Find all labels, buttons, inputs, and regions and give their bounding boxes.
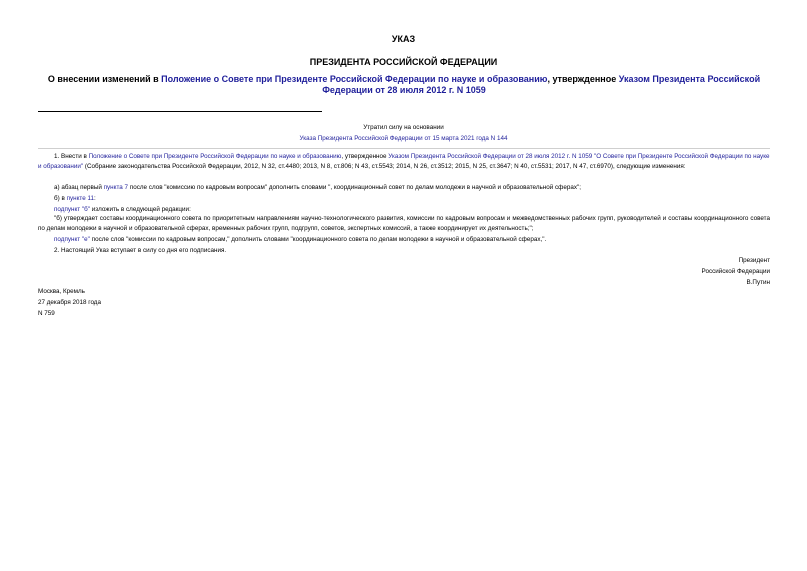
- title-divider: [38, 111, 322, 112]
- p1-mid: , утвержденное: [341, 153, 389, 160]
- status-note-link[interactable]: Указа Президента Российской Федерации от 15 марта 2021 года N 144: [299, 135, 508, 142]
- signing-date: 27 декабря 2018 года: [38, 299, 101, 306]
- pa-suffix: после слов "комиссию по кадровым вопросам" дополнить словами ", координационный совет по делам молодежи в научной и образовательной сферах";: [128, 184, 582, 191]
- pe-suffix: после слов "комиссии по кадровым вопросам," дополнить словами "координационного совета по делам молодежи в научной и образовательной сферах,".: [89, 236, 547, 243]
- paragraph-b: [38, 194, 770, 204]
- body-divider: [38, 148, 770, 149]
- signature-name: В.Путин: [746, 279, 770, 286]
- paragraph-1: [38, 152, 770, 171]
- signature-role-1: Президент: [738, 257, 770, 264]
- subject-link-regulation[interactable]: Положение о Совете при Президенте Российской Федерации по науке и образованию: [161, 74, 548, 84]
- paragraph-e: [38, 235, 770, 245]
- quoted-text: "б) утверждает составы координационного совета по приоритетным направлениям научно-технологического развития, комиссии по кадровым вопросам и межведомственных рабочих групп, руководителей и составы координационного совета по делам молодежи в научной и образовательной сферах, временных рабочих групп, подгрупп, советов, экспертных комиссий, а также координирует их деятельность;";: [38, 215, 770, 232]
- p1-link-regulation[interactable]: Положение о Совете при Президенте Российской Федерации по науке и образованию: [88, 153, 342, 160]
- signature-role-2: Российской Федерации: [701, 268, 770, 275]
- p1-suffix: (Собрание законодательства Российской Федерации, 2012, N 32, ст.4480; 2013, N 8, ст.806; N 43, ст.5543; 2014, N 26, ст.3512; 2015, N 25, ст.3647; N 40, ст.5531; 2017, N 47, ст.6970), следующие изменения:: [83, 162, 686, 170]
- paragraph-a: [38, 183, 770, 193]
- p1-link-decree[interactable]: Указом Президента Российской Федерации от 28 июля 2012 г. N 1059: [388, 153, 593, 160]
- document-subject: [46, 74, 762, 96]
- pb1-suffix: изложить в следующей редакции:: [90, 206, 191, 213]
- document-issuer: ПРЕЗИДЕНТА РОССИЙСКОЙ ФЕДЕРАЦИИ: [309, 57, 498, 67]
- p1-prefix: 1. Внести в: [54, 153, 89, 160]
- document-title: УКАЗ: [391, 34, 416, 44]
- subject-link-decree[interactable]: Указом Президента Российской Федерации от 28 июля 2012 г. N 1059: [322, 74, 761, 95]
- pb-suffix: :: [94, 195, 96, 202]
- subject-mid: , утвержденное: [547, 74, 619, 84]
- pb-link-item11[interactable]: пункте 11: [66, 195, 95, 202]
- paragraph-2: 2. Настоящий Указ вступает в силу со дня его подписания.: [54, 247, 227, 254]
- pa-prefix: а) абзац первый: [54, 184, 104, 191]
- signing-place: Москва, Кремль: [38, 288, 85, 295]
- pb1-link-subitem-b[interactable]: подпункт "б": [54, 206, 91, 213]
- decree-number: N 759: [38, 310, 55, 317]
- p1-link-decree-title[interactable]: "О Совете при Президенте Российской Федерации по науке и образовании": [38, 153, 770, 170]
- pb-prefix: б) в: [54, 195, 67, 202]
- subject-prefix: О внесении изменений в: [47, 74, 162, 84]
- pa-link-item7[interactable]: пункта 7: [103, 184, 129, 191]
- status-note-text: Утратил силу на основании: [363, 124, 444, 131]
- pe-link-subitem-e[interactable]: подпункт "е": [54, 236, 90, 243]
